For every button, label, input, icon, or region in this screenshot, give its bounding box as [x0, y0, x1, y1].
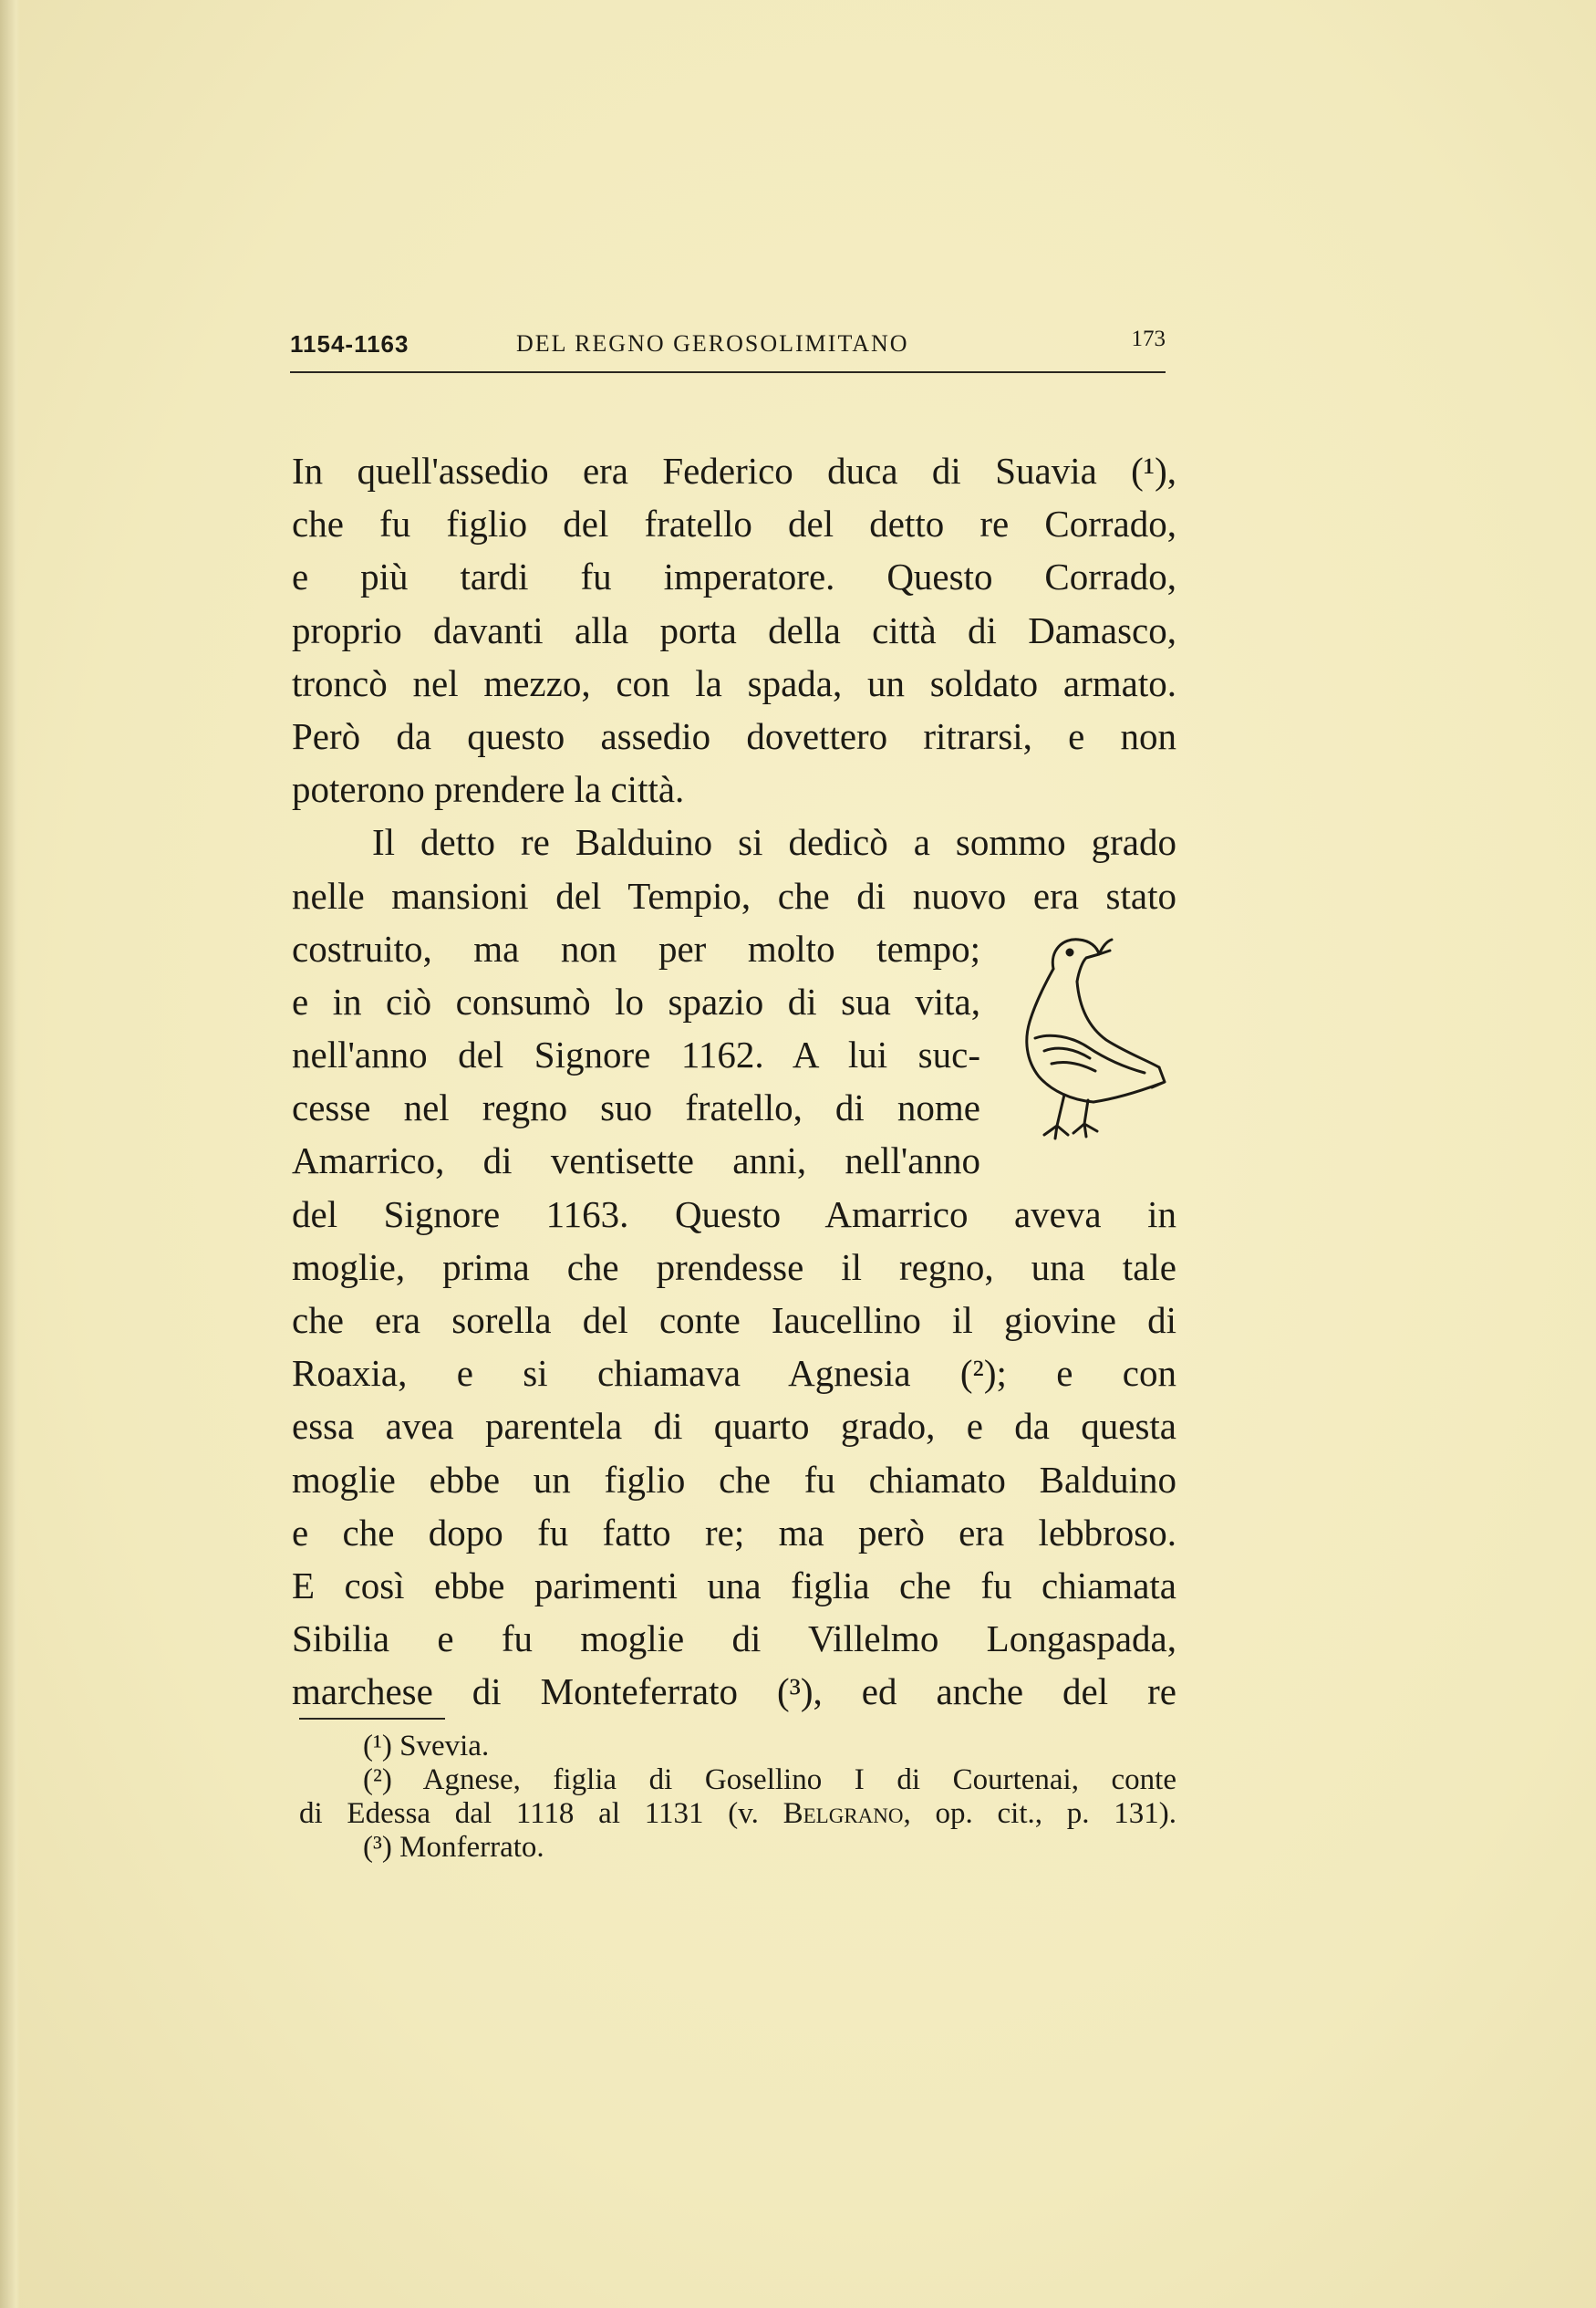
text-line: costruito, ma non per molto tempo;	[292, 927, 980, 970]
text-line: e che dopo fu fatto re; ma però era lebbroso.	[292, 1511, 1176, 1554]
bird-back	[1077, 982, 1159, 1067]
bird-wing	[1035, 1035, 1145, 1073]
footnote-rule	[299, 1718, 445, 1720]
text-line: Roaxia, e si chiamava Agnesia (²); e con	[292, 1352, 1176, 1395]
header-title: DEL REGNO GEROSOLIMITANO	[516, 330, 909, 357]
text-line: proprio davanti alla porta della città di Damasco,	[292, 608, 1176, 651]
header-rule	[290, 371, 1166, 373]
footnote-2-ref: , op. cit., p. 131).	[903, 1797, 1176, 1830]
text-line: e più tardi fu imperatore. Questo Corrado,	[292, 556, 1176, 598]
footnote-2: (²) Agnese, figlia di Gosellino I di Courtenai, conte	[363, 1763, 1176, 1796]
bird-neck	[1030, 969, 1053, 1022]
text-line: marchese di Monteferrato (³), ed anche del re	[292, 1670, 1176, 1713]
footnotes	[299, 1730, 1176, 1865]
bird-legs	[1044, 1095, 1097, 1138]
text-line: poterono prendere la città.	[292, 768, 685, 811]
text-line: moglie ebbe un figlio che fu chiamato Balduino	[292, 1458, 1176, 1501]
text-line: essa avea parentela di quarto grado, e da questa	[292, 1405, 1176, 1448]
text-line: e in ciò consumò lo spazio di sua vita,	[292, 980, 980, 1023]
footnote-2-text: di Edessa dal 1118 al 1131 (v.	[299, 1797, 783, 1830]
bird-illustration	[999, 930, 1172, 1149]
text-line: del Signore 1163. Questo Amarrico aveva in	[292, 1192, 1176, 1235]
text-line: Però da questo assedio dovettero ritrarsi, e non	[292, 714, 1176, 757]
footnote-2-cont	[299, 1797, 1176, 1831]
text-line: che era sorella del conte Iaucellino il giovine di	[292, 1299, 1176, 1341]
text-line: E così ebbe parimenti una figlia che fu chiamata	[292, 1564, 1176, 1606]
running-header	[290, 325, 1166, 361]
bird-beak	[1099, 940, 1112, 954]
text-line: moglie, prima che prendesse il regno, una tale	[292, 1245, 1176, 1288]
footnote-1: (¹) Svevia.	[363, 1730, 490, 1762]
text-line: nelle mansioni del Tempio, che di nuovo era stato	[292, 874, 1176, 917]
binding-edge	[0, 0, 20, 2308]
text-line: che fu figlio del fratello del detto re Corrado,	[292, 503, 1176, 546]
header-years: 1154-1163	[290, 330, 409, 358]
text-line: In quell'assedio era Federico duca di Suavia (¹),	[292, 450, 1176, 492]
text-line: nell'anno del Signore 1162. A lui suc-	[292, 1034, 980, 1076]
text-line: cesse nel regno suo fratello, di nome	[292, 1086, 980, 1129]
footnote-3: (³) Monferrato.	[363, 1831, 544, 1864]
bird-tail	[1093, 1067, 1165, 1102]
page-number: 173	[1131, 327, 1166, 351]
footnote-author: Belgrano	[782, 1797, 904, 1830]
text-line: Il detto re Balduino si dedicò a sommo grado	[372, 821, 1176, 864]
text-line: troncò nel mezzo, con la spada, un soldato armato.	[292, 661, 1176, 704]
bird-eye	[1067, 950, 1073, 955]
text-line: Amarrico, di ventisette anni, nell'anno	[292, 1139, 980, 1182]
bird-head	[1052, 940, 1099, 982]
text-line: Sibilia e fu moglie di Villelmo Longaspada,	[292, 1617, 1176, 1660]
